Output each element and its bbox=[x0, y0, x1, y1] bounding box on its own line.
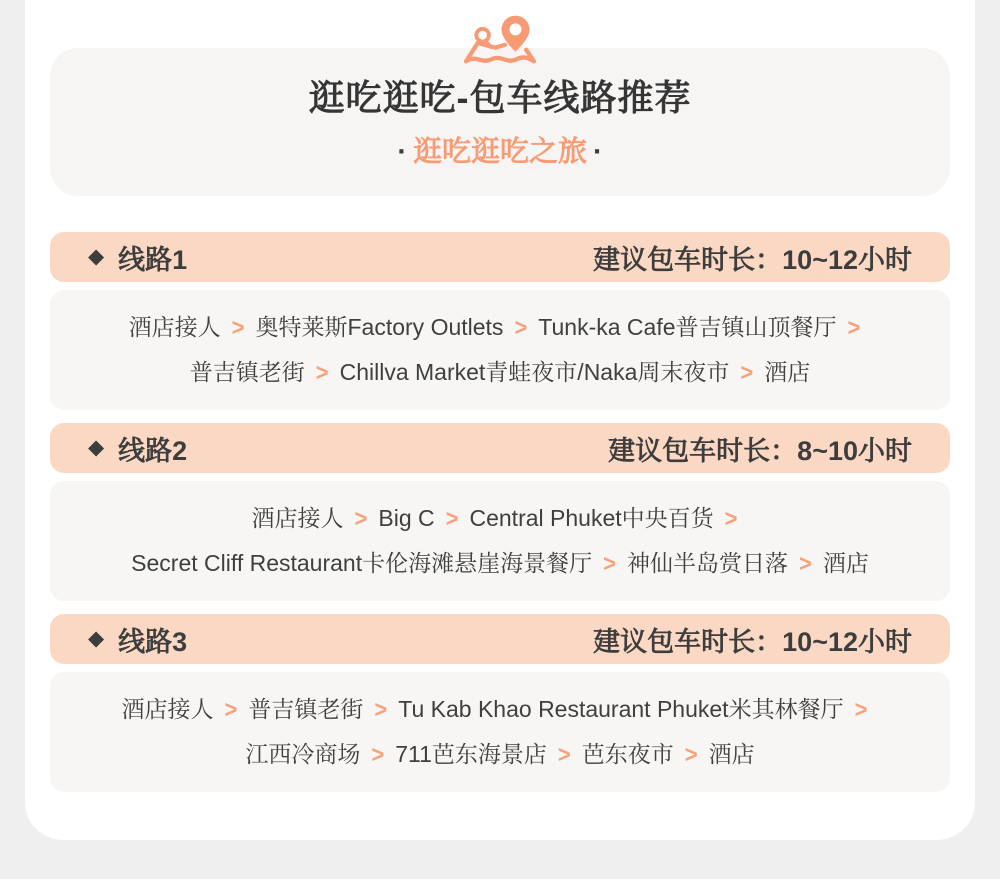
route-line bbox=[74, 541, 926, 586]
route-stop: Big C bbox=[378, 505, 435, 531]
route-header bbox=[50, 614, 950, 664]
route-line bbox=[74, 496, 926, 541]
route-stop: 酒店 bbox=[822, 550, 869, 576]
route-stop: 酒店 bbox=[764, 359, 811, 385]
route-stop: Central Phuket中央百货 bbox=[469, 505, 714, 531]
route-header bbox=[50, 423, 950, 473]
route-duration-label: 建议包车时长：8~10小时 bbox=[608, 435, 912, 466]
route-stop: Tu Kab Khao Restaurant Phuket米其林餐厅 bbox=[398, 696, 844, 722]
arrow-separator-icon: > bbox=[224, 695, 238, 724]
route-stop: 芭东夜市 bbox=[581, 741, 674, 767]
route-section bbox=[50, 232, 950, 410]
route-duration-label: 建议包车时长：10~12小时 bbox=[593, 244, 912, 275]
arrow-separator-icon: > bbox=[354, 504, 368, 533]
route-line bbox=[74, 732, 926, 777]
route-name bbox=[88, 620, 187, 659]
route-stop: 神仙半岛赏日落 bbox=[626, 550, 788, 576]
route-stop: 711芭东海景店 bbox=[395, 741, 547, 767]
poster-subtitle bbox=[50, 132, 950, 172]
route-stop: 江西冷商场 bbox=[245, 741, 361, 767]
route-line bbox=[74, 687, 926, 732]
routes bbox=[50, 232, 950, 792]
arrow-separator-icon: > bbox=[724, 504, 738, 533]
arrow-separator-icon: > bbox=[315, 358, 329, 387]
route-stop: 酒店 bbox=[708, 741, 755, 767]
arrow-separator-icon: > bbox=[854, 695, 868, 724]
subtitle-text: 逛吃逛吃之旅 bbox=[412, 136, 587, 168]
route-body bbox=[50, 290, 950, 410]
route-stop: 酒店接人 bbox=[121, 696, 214, 722]
route-section bbox=[50, 423, 950, 601]
subtitle-left-dot: · bbox=[397, 136, 407, 168]
arrow-separator-icon: > bbox=[514, 313, 528, 342]
diamond-icon: ◆ bbox=[88, 244, 105, 268]
route-name bbox=[88, 238, 187, 277]
route-name bbox=[88, 429, 187, 468]
route-stop: 酒店接人 bbox=[251, 505, 344, 531]
arrow-separator-icon: > bbox=[231, 313, 245, 342]
arrow-separator-icon: > bbox=[684, 740, 698, 769]
arrow-separator-icon: > bbox=[374, 695, 388, 724]
route-header bbox=[50, 232, 950, 282]
map-with-pins-icon bbox=[456, 55, 544, 72]
route-stop: 奥特莱斯Factory Outlets bbox=[255, 314, 504, 340]
route-stop: Chillva Market青蛙夜市/Naka周末夜市 bbox=[339, 359, 730, 385]
poster-title: 逛吃逛吃-包车线路推荐 bbox=[308, 77, 692, 118]
route-body bbox=[50, 672, 950, 792]
route-name-label: 线路1 bbox=[118, 244, 188, 275]
route-body bbox=[50, 481, 950, 601]
content-column bbox=[25, 0, 975, 840]
route-stop: Tunk-ka Cafe普吉镇山顶餐厅 bbox=[538, 314, 837, 340]
arrow-separator-icon: > bbox=[371, 740, 385, 769]
route-name-label: 线路2 bbox=[118, 435, 188, 466]
arrow-separator-icon: > bbox=[740, 358, 754, 387]
diamond-icon: ◆ bbox=[88, 626, 105, 650]
arrow-separator-icon: > bbox=[445, 504, 459, 533]
route-name-label: 线路3 bbox=[118, 626, 188, 657]
route-stop: 酒店接人 bbox=[128, 314, 221, 340]
route-line bbox=[74, 305, 926, 350]
arrow-separator-icon: > bbox=[847, 313, 861, 342]
arrow-separator-icon: > bbox=[557, 740, 571, 769]
route-stop: 普吉镇老街 bbox=[248, 696, 364, 722]
diamond-icon: ◆ bbox=[88, 435, 105, 459]
arrow-separator-icon: > bbox=[603, 549, 616, 578]
route-line bbox=[74, 350, 926, 395]
route-stop: 普吉镇老街 bbox=[189, 359, 305, 385]
route-section bbox=[50, 614, 950, 792]
hero-icon-row bbox=[50, 0, 950, 62]
arrow-separator-icon: > bbox=[798, 549, 812, 578]
route-stop: Secret Cliff Restaurant卡伦海滩悬崖海景餐厅 bbox=[131, 550, 593, 576]
subtitle-right-dot: · bbox=[593, 136, 603, 168]
route-duration-label: 建议包车时长：10~12小时 bbox=[593, 626, 912, 657]
